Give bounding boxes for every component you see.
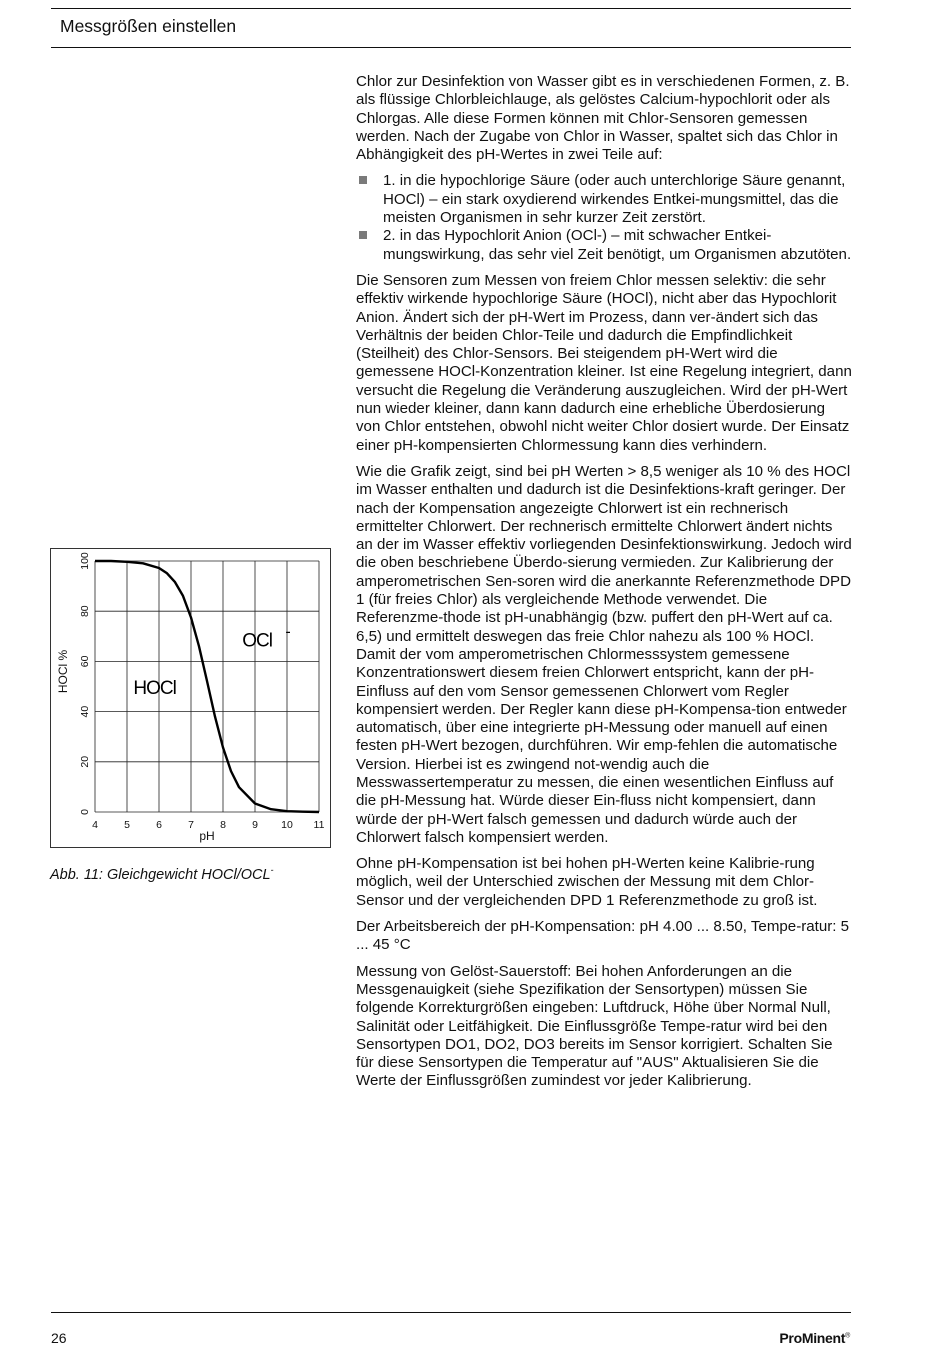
brand-name: ProMinent bbox=[779, 1330, 846, 1346]
ocl-superscript-annotation: - bbox=[285, 623, 291, 641]
registered-mark: ® bbox=[845, 1332, 850, 1340]
y-tick-label: 80 bbox=[79, 605, 91, 618]
hocl-curve bbox=[95, 561, 319, 812]
paragraph: Ohne pH-Kompensation ist bei hohen pH-Werten keine Kalibrie-rung möglich, weil der Unterschied zwischen der Messung mit dem Chlor-Sensor und der vergleichenden DPD 1 Referenzmethode zu groß ist. bbox=[356, 855, 818, 909]
list-item-text: 2. in das Hypochlorit Anion (OCl-) – mit schwacher Entkei-mungswirkung, das sehr viel Zeit benötigt, um Organismen abzutöten. bbox=[383, 227, 852, 263]
square-bullet-icon bbox=[359, 231, 367, 239]
ocl-annotation: OCl bbox=[242, 630, 272, 652]
y-tick-label: 40 bbox=[79, 705, 91, 718]
body-text-column bbox=[356, 73, 852, 1099]
page-number: 26 bbox=[51, 1330, 67, 1346]
x-tick-label: 7 bbox=[188, 819, 194, 831]
hocl-annotation: HOCl bbox=[133, 678, 176, 700]
x-tick-label: 6 bbox=[156, 819, 162, 831]
x-tick-label: 11 bbox=[313, 819, 325, 831]
list-item bbox=[356, 172, 852, 227]
y-tick-label: 60 bbox=[79, 655, 91, 668]
paragraph: Der Arbeitsbereich der pH-Kompensation: pH 4.00 ... 8.50, Tempe-ratur: 5 ... 45 °C bbox=[356, 918, 850, 954]
paragraph: Wie die Grafik zeigt, sind bei pH Werten > 8,5 weniger als 10 % des HOCl im Wasser enthalten und dadurch ist die Desinfektions-kraft geringer. Der nach der Kompensation angezeigte Chlorwert ist ein rechnerisch ermittelter Chlorwert. Der rechnerisch ermittelte Chlorwert ändert nichts an der im Wasser effektiv vorliegenden Desinfektionswirkung. Jedoch wird die oben beschriebene Überdo-sierung vermieden. Zur Kalibrierung der amperometrischen Sen-soren wird die anerkannte Referenzmethode DPD 1 (für freies Chlor) als vergleichende Methode verwendet. Die Referenzme-thode ist pH-unabhängig (bzw. puffert den pH-Wert auf ca. 6,5) und ermittelt deswegen das freie Chlor nahezu als 100 % HOCl. Damit der vom amperometrischen Chlormesssystem gemessene Konzentrationswert diesem freien Chlorwert entspricht, kann der pH-Einfluss auf den vom Sensor gemessenen Chlorwert vom Regler kompensiert werden. Der Regler kann diese pH-Kompensa-tion entweder automatisch, über eine integrierte pH-Messung oder manuell auf einen festen pH-Wert bezogen, durchführen. Wir emp-fehlen die automatische Version. Hierbei ist es zwingend not-wendig auch die Messwassertemperatur zu messen, die einen wesentlichen Einfluss auf die pH-Messung hat. Würde dieser Ein-fluss nicht kompensiert, dann würde der pH-Wert falsch gemessen und dadurch würde auch der Chlorwert falsch kompensiert werden. bbox=[356, 462, 852, 846]
y-axis-label: HOCl % bbox=[56, 649, 70, 694]
page-header-title: Messgrößen einstellen bbox=[60, 16, 237, 36]
paragraph: Chlor zur Desinfektion von Wasser gibt es in verschiedenen Formen, z. B. als flüssige Chlorbleichlauge, als gelöstes Calcium-hypochlorit oder als Chlorgas. Alle diese Formen können mit Chlor-Sensoren gemessen werden. Nach der Zugabe von Chlor in Wasser, spaltet sich das Chlor in Abhängigkeit des pH-Wertes in zwei Teile auf: bbox=[356, 73, 850, 164]
paragraph: Messung von Gelöst-Sauerstoff: Bei hohen Anforderungen an die Messgenauigkeit (siehe Spezifikation der Sensortypen) müssen Sie folgende Korrekturgrößen eingeben: Luftdruck, Höhe über Normal Null, Salinität oder Leitfähigkeit. Die Einflussgröße Tempe-ratur wird bei den Sensortypen DO1, DO2, DO3 bereits im Sensor korrigiert. Schalten Sie für diese Sensortypen die Temperatur auf "AUS" Aktualisieren Sie die Werte der Einflussgrößen zumindest vor jeder Kalibrierung. bbox=[356, 962, 833, 1090]
figure-caption-superscript: - bbox=[270, 865, 274, 875]
brand-logo bbox=[779, 1330, 850, 1346]
x-tick-label: 8 bbox=[220, 819, 226, 831]
figure-caption bbox=[50, 865, 274, 883]
y-tick-label: 20 bbox=[79, 755, 91, 768]
x-tick-label: 4 bbox=[92, 819, 98, 831]
bullet-list bbox=[356, 172, 852, 263]
figure-caption-text: Abb. 11: Gleichgewicht HOCl/OCL bbox=[50, 866, 271, 883]
x-axis-label: pH bbox=[199, 829, 215, 843]
paragraph: Die Sensoren zum Messen von freiem Chlor messen selektiv: die sehr effektiv wirkende hypochlorige Säure (HOCl), nicht aber das Hypochlorit Anion. Ändert sich der pH-Wert im Prozess, dann ver-ändert sich das Verhältnis der beiden Chlor-Teile und dadurch die Empfindlichkeit (Steilheit) des Chlor-Sensors. Bei steigendem pH-Wert wird die gemessene HOCl-Konzentration kleiner. Ist eine Regelung integriert, dann versucht die Regelung die Veränderung auszugleichen. Wird der pH-Wert nun wieder kleiner, dann kann dadurch eine erhebliche Überdosierung von Chlor entstehen, obwohl nicht weiter Chlor dosiert wurde. Der Einsatz einer pH-kompensierten Chlormessung kann dies verhindern. bbox=[356, 271, 852, 454]
hocl-chart bbox=[51, 549, 332, 849]
square-bullet-icon bbox=[359, 176, 367, 184]
y-tick-label: 0 bbox=[79, 809, 91, 815]
footer-rule bbox=[51, 1312, 851, 1313]
y-tick-label: 100 bbox=[79, 552, 91, 570]
x-tick-label: 9 bbox=[252, 819, 258, 831]
x-tick-label: 10 bbox=[281, 819, 293, 831]
x-tick-label: 5 bbox=[124, 819, 130, 831]
header-bottom-rule bbox=[51, 47, 851, 48]
list-item bbox=[356, 227, 852, 264]
hocl-equilibrium-figure bbox=[50, 548, 331, 848]
header-top-rule bbox=[51, 8, 851, 9]
list-item-text: 1. in die hypochlorige Säure (oder auch unterchlorige Säure genannt, HOCl) – ein stark oxydierend wirkendes Entkei-mungsmittel, das die meisten Organismen in sehr kurzer Zeit zerstört. bbox=[383, 172, 846, 227]
